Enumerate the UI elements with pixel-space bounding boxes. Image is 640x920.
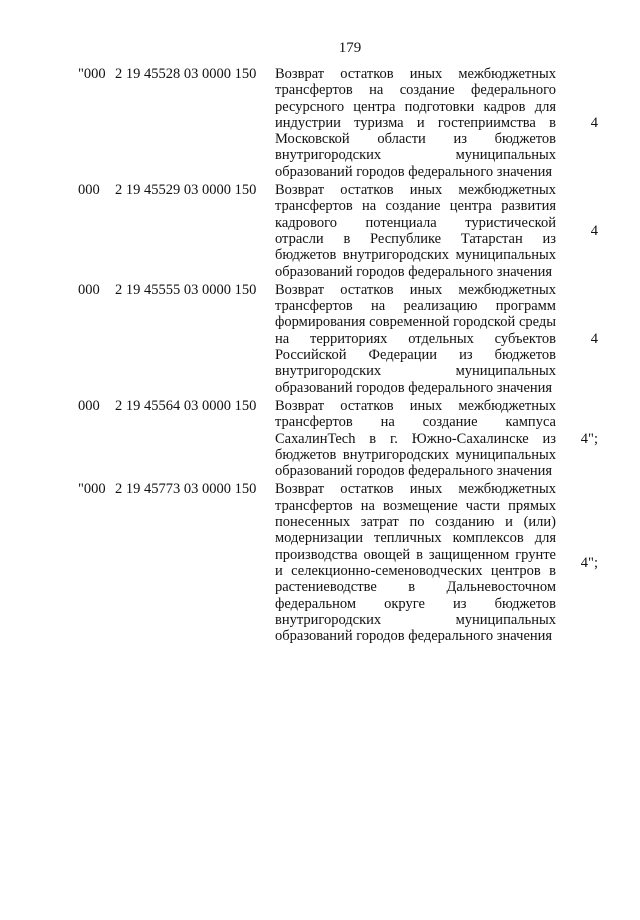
budget-classification-code: 2 19 45555 03 0000 150: [115, 281, 257, 298]
value-cell: 4: [590, 222, 598, 239]
value-cell: 4";: [580, 430, 598, 447]
table-row: [78, 481, 603, 644]
page-number: 179: [338, 40, 362, 56]
income-description: Возврат остатков иных межбюджетных трансфертов на реализацию программ формирования современной городской среды на территориях отдельных субъектов Российской Федерации из бюджетов внутригородских муниципальных образований городов федерального значения: [275, 281, 556, 396]
value-cell: 4";: [580, 554, 598, 571]
admin-code: 000: [78, 281, 100, 298]
table-row: [78, 282, 603, 396]
income-description: Возврат остатков иных межбюджетных трансфертов на создание федерального ресурсного центра подготовки кадров для индустрии туризма и гостеприимства в Московской области из бюджетов внутригородских муниципальных образований городов федерального значения: [275, 66, 556, 180]
admin-code: 000: [78, 397, 100, 414]
table-row: [78, 66, 603, 180]
budget-classification-code: 2 19 45528 03 0000 150: [115, 66, 257, 82]
admin-code: "000: [78, 66, 106, 82]
value-cell: 4: [590, 330, 598, 347]
income-description: Возврат остатков иных межбюджетных трансфертов на создание центра развития кадрового потенциала туристической отрасли в Республике Татарстан из бюджетов внутригородских муниципальных образований городов федерального значения: [275, 182, 556, 280]
budget-classification-code: 2 19 45564 03 0000 150: [115, 397, 257, 414]
income-description: Возврат остатков иных межбюджетных трансфертов на создание кампуса СахалинTech в г. Южно-Сахалинске из бюджетов внутригородских муниципальных образований городов федерального значения: [275, 397, 556, 480]
budget-code-table: [78, 66, 603, 644]
budget-classification-code: 2 19 45529 03 0000 150: [115, 182, 257, 199]
admin-code: "000: [78, 481, 106, 498]
budget-classification-code: 2 19 45773 03 0000 150: [115, 481, 257, 498]
table-row: [78, 182, 603, 280]
admin-code: 000: [78, 182, 100, 199]
value-cell: 4: [590, 114, 598, 131]
income-description: Возврат остатков иных межбюджетных трансфертов на возмещение части прямых понесенных затрат по созданию и (или) модернизации тепличных комплексов для производства овощей в защищенном грунте и селекционно-семеноводческих центров в растениеводстве в Дальневосточном федеральном округе из бюджетов внутригородских муниципальных образований городов федерального значения: [275, 481, 556, 645]
table-row: [78, 398, 603, 479]
